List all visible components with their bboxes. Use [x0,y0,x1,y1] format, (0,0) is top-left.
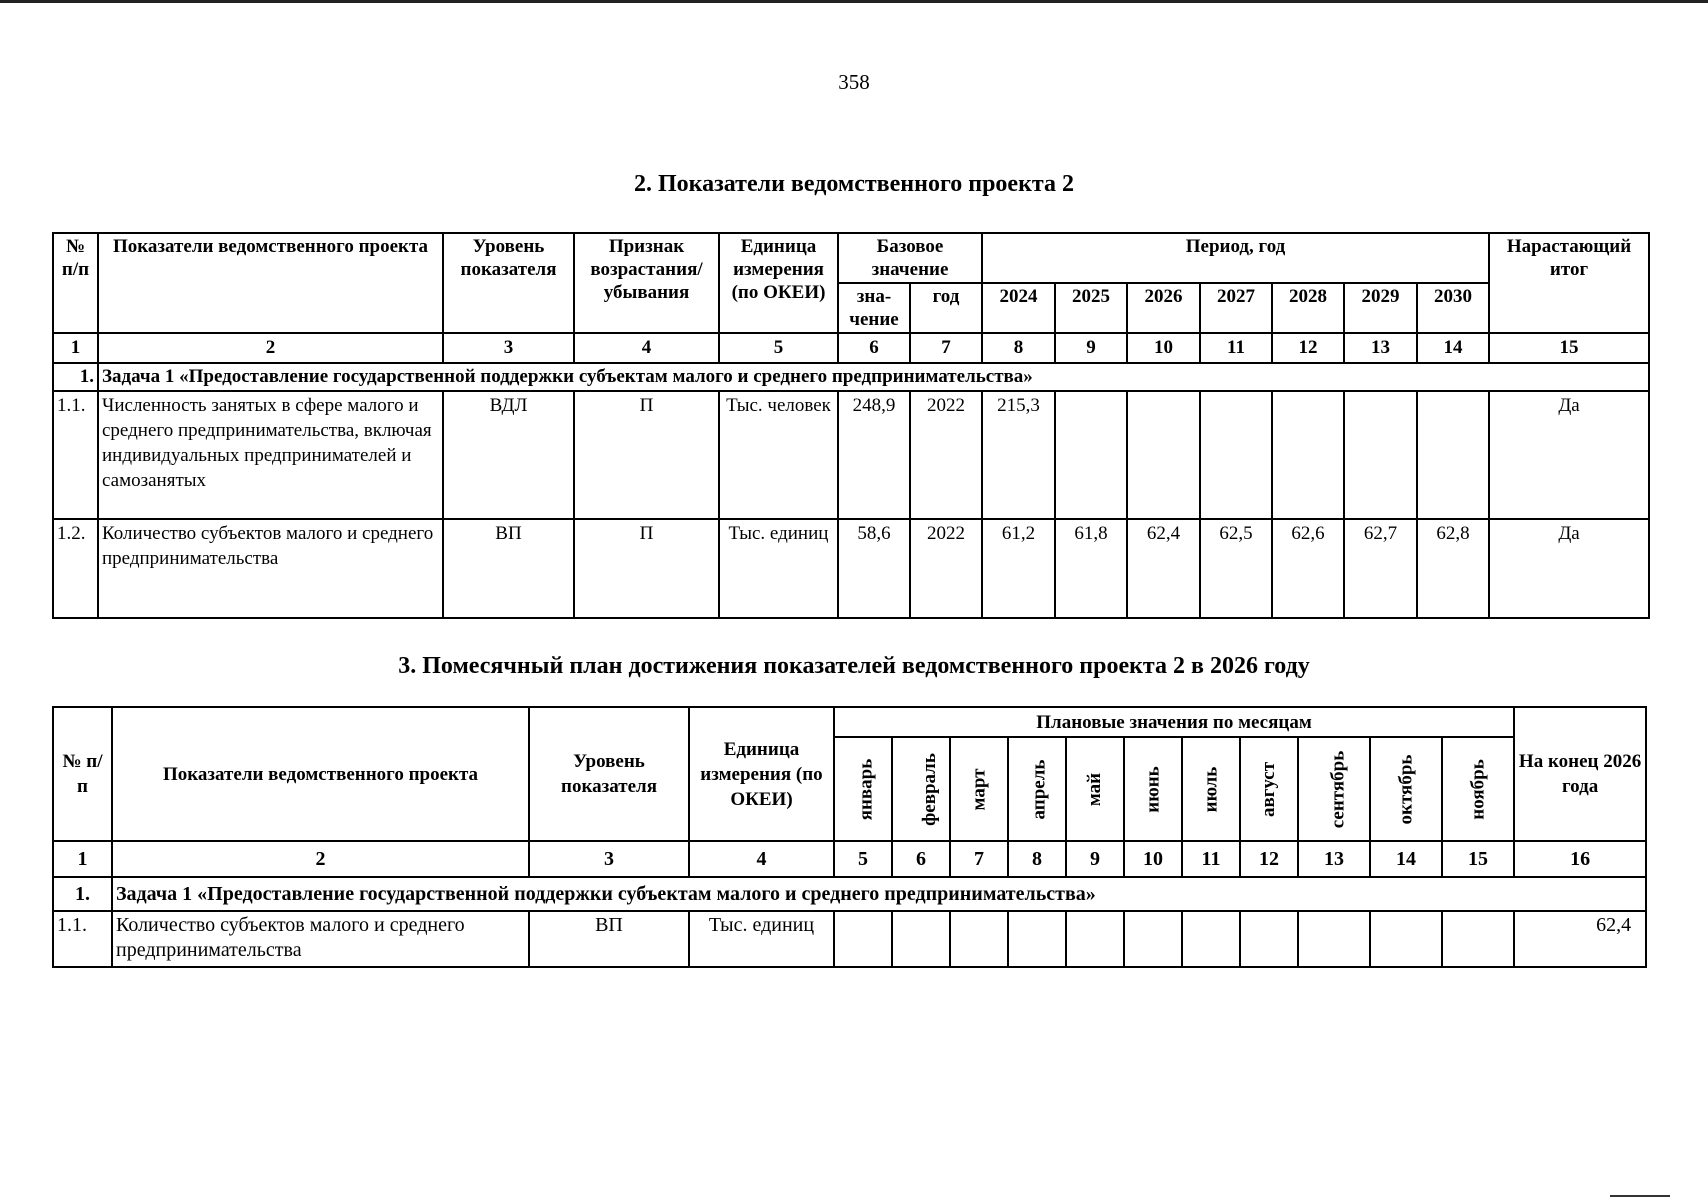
row-year-value [1127,391,1200,519]
col-number: 7 [950,841,1008,877]
col-number: 12 [1240,841,1298,877]
row-end-value: 62,4 [1514,911,1646,967]
row-month-value [1124,911,1182,967]
task-text: Задача 1 «Предоставление государственной поддержки субъектам малого и среднего предпринимательства» [98,363,1649,391]
col-number: 1 [53,841,112,877]
col-number: 16 [1514,841,1646,877]
top-rule [0,0,1708,3]
row-month-value [1066,911,1124,967]
row-year-value: 61,8 [1055,519,1127,618]
col-number: 13 [1298,841,1370,877]
row-month-value [892,911,950,967]
row-year-value: 62,6 [1272,519,1344,618]
table-row [53,391,1649,519]
col-number: 11 [1200,333,1272,363]
col-number: 10 [1127,333,1200,363]
col-number: 4 [689,841,834,877]
row-year-value: 62,5 [1200,519,1272,618]
row-indicator: Численность занятых в сфере малого и среднего предпринимательства, включая индивидуальных предпринимателей и самозанятых [98,391,443,519]
header-level: Уровень показателя [529,707,689,841]
col-number: 3 [443,333,574,363]
col-number: 8 [1008,841,1066,877]
row-year-value: 61,2 [982,519,1055,618]
row-year-value [1344,391,1417,519]
header-month: август [1240,737,1298,841]
row-month-value [1182,911,1240,967]
col-number: 13 [1344,333,1417,363]
section-2-title: 2. Показатели ведомственного проекта 2 [634,171,1074,197]
row-month-value [1370,911,1442,967]
col-number: 1 [53,333,98,363]
row-year-value: 62,4 [1127,519,1200,618]
col-number: 12 [1272,333,1344,363]
row-level: ВП [443,519,574,618]
header-year: 2025 [1055,283,1127,333]
task-row [53,363,1649,391]
row-month-value [1298,911,1370,967]
column-numbers-row [53,333,1649,363]
row-indicator: Количество субъектов малого и среднего предпринимательства [112,911,529,967]
header-period: Период, год [982,233,1489,283]
row-unit: Тыс. единиц [719,519,838,618]
col-number: 2 [112,841,529,877]
header-month: июль [1182,737,1240,841]
row-year-value: 215,3 [982,391,1055,519]
task-num: 1. [53,877,112,911]
header-year: 2027 [1200,283,1272,333]
header-month: март [950,737,1008,841]
table-row [53,519,1649,618]
row-year-value: 62,8 [1417,519,1489,618]
header-month: октябрь [1370,737,1442,841]
col-number: 10 [1124,841,1182,877]
header-month: апрель [1008,737,1066,841]
row-sign: П [574,391,719,519]
row-base-value: 248,9 [838,391,910,519]
footer-rule [1610,1195,1670,1197]
header-month: январь [834,737,892,841]
header-unit: Единица измерения (по ОКЕИ) [689,707,834,841]
col-number: 9 [1066,841,1124,877]
header-year: 2028 [1272,283,1344,333]
col-number: 2 [98,333,443,363]
header-end: На конец 2026 года [1514,707,1646,841]
row-year-value [1200,391,1272,519]
table-row [53,911,1646,967]
task-text: Задача 1 «Предоставление государственной поддержки субъектам малого и среднего предпринимательства» [112,877,1646,911]
row-year-value: 62,7 [1344,519,1417,618]
row-level: ВДЛ [443,391,574,519]
header-year: 2024 [982,283,1055,333]
row-year-value [1272,391,1344,519]
header-num: № п/п [53,233,98,333]
row-cumulative: Да [1489,519,1649,618]
row-year-value [1417,391,1489,519]
row-cumulative: Да [1489,391,1649,519]
header-base-year: год [910,283,982,333]
monthly-plan-table [52,706,1647,968]
col-number: 14 [1370,841,1442,877]
row-num: 1.1. [53,391,98,519]
row-unit: Тыс. человек [719,391,838,519]
row-year-value [1055,391,1127,519]
row-month-value [950,911,1008,967]
col-number: 11 [1182,841,1240,877]
row-base-year: 2022 [910,519,982,618]
row-unit: Тыс. единиц [689,911,834,967]
col-number: 15 [1489,333,1649,363]
row-month-value [1442,911,1514,967]
section-3-title: 3. Помесячный план достижения показателей ведомственного проекта 2 в 2026 году [398,653,1310,679]
header-month: февраль [892,737,950,841]
header-indicator: Показатели ведомственного проекта [98,233,443,333]
row-month-value [834,911,892,967]
header-indicator: Показатели ведомственного проекта [112,707,529,841]
header-num: № п/п [53,707,112,841]
task-num: 1. [53,363,98,391]
header-base-value: зна- чение [838,283,910,333]
col-number: 9 [1055,333,1127,363]
indicators-table [52,232,1650,619]
header-sign: Признак возрастания/ убывания [574,233,719,333]
page-number: 358 [838,70,870,94]
col-number: 14 [1417,333,1489,363]
col-number: 5 [834,841,892,877]
header-year: 2029 [1344,283,1417,333]
header-level: Уровень показателя [443,233,574,333]
header-base: Базовое значение [838,233,982,283]
header-year: 2030 [1417,283,1489,333]
col-number: 6 [838,333,910,363]
col-number: 8 [982,333,1055,363]
col-number: 5 [719,333,838,363]
col-number: 3 [529,841,689,877]
header-monthly: Плановые значения по месяцам [834,707,1514,737]
header-unit: Единица измерения (по ОКЕИ) [719,233,838,333]
row-month-value [1008,911,1066,967]
row-sign: П [574,519,719,618]
header-month: сентябрь [1298,737,1370,841]
header-month: июнь [1124,737,1182,841]
col-number: 4 [574,333,719,363]
header-cumulative: Нарастающий итог [1489,233,1649,333]
header-year: 2026 [1127,283,1200,333]
row-base-value: 58,6 [838,519,910,618]
row-level: ВП [529,911,689,967]
header-month: май [1066,737,1124,841]
header-month: ноябрь [1442,737,1514,841]
col-number: 15 [1442,841,1514,877]
row-num: 1.2. [53,519,98,618]
col-number: 7 [910,333,982,363]
col-number: 6 [892,841,950,877]
row-month-value [1240,911,1298,967]
row-indicator: Количество субъектов малого и среднего предпринимательства [98,519,443,618]
row-base-year: 2022 [910,391,982,519]
task-row [53,877,1646,911]
row-num: 1.1. [53,911,112,967]
column-numbers-row [53,841,1646,877]
